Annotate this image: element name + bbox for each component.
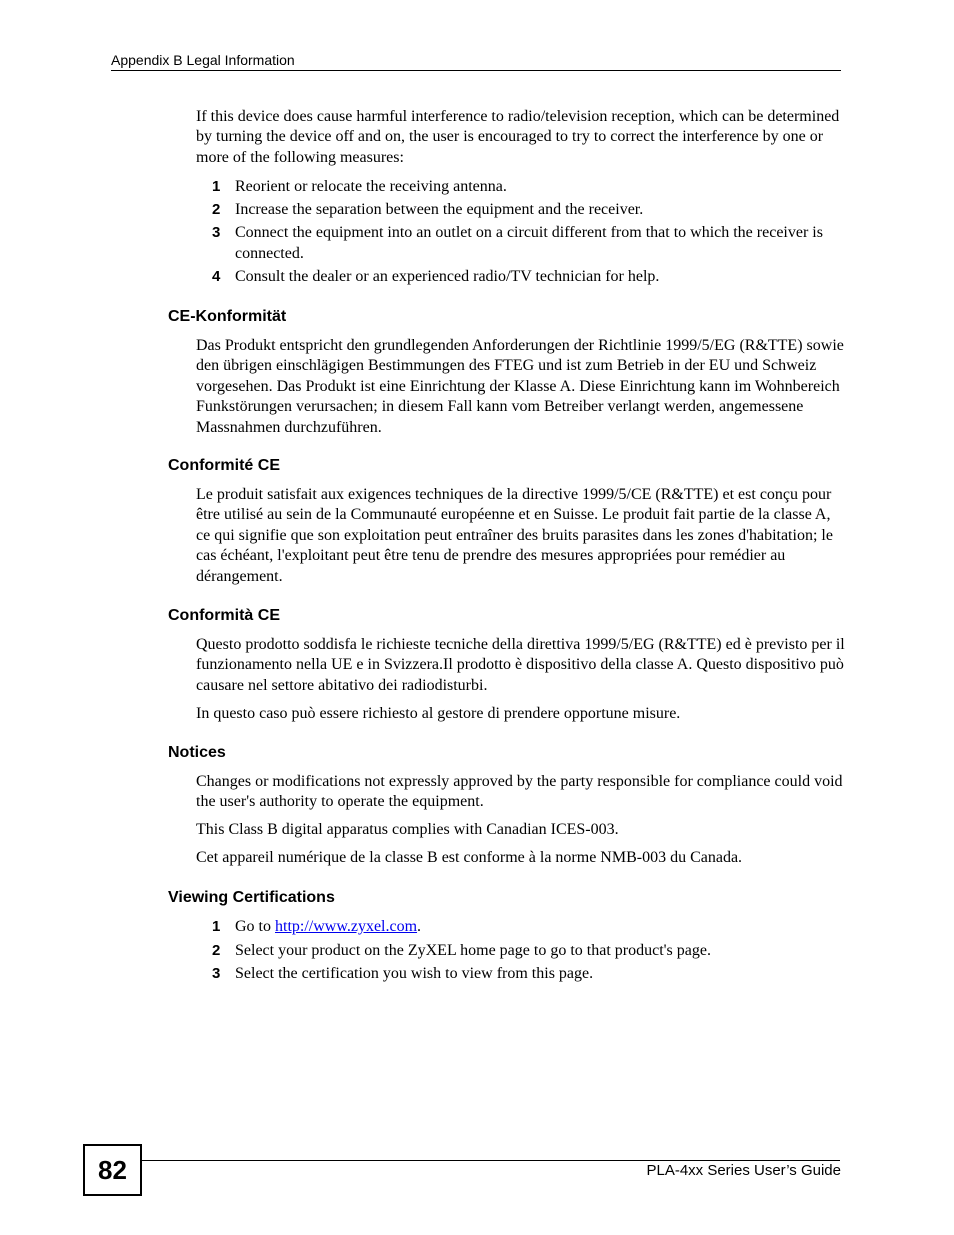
ce-it-paragraph-2: In questo caso può essere richiesto al gestore di prendere opportune misure. [196,705,681,722]
ce-de-heading: CE-Konformität [168,308,287,325]
list-item-text: Select your product on the ZyXEL home page to go to that product's page. [235,942,711,959]
list-item-number: 2 [212,942,221,959]
ce-it-heading: Conformità CE [168,607,280,624]
ce-fr-paragraph: Le produit satisfait aux exigences techniques de la directive 1999/5/CE (R&TTE) et est conçu pour être utilisé au sein de la Communauté européenne et en Suisse. Le produit fait partie de la classe A, ce qui signifie que son exploitation peut entraîner des bruits parasites dans les zones d'habitation; le cas échéant, l'exploitant peut être tenu de prendre des mesures appropriées pour remédier au dérangement. [196,486,833,585]
list-item [212,266,832,287]
zyxel-website-link[interactable]: http://www.zyxel.com [275,918,418,935]
list-item [212,916,832,937]
list-item-number: 2 [212,201,221,218]
list-item-text: Connect the equipment into an outlet on a circuit different from that to which the receiver is connected. [235,224,823,262]
list-item-number: 1 [212,178,221,195]
list-item [212,940,832,961]
certifications-heading: Viewing Certifications [168,889,335,906]
ce-de-paragraph: Das Produkt entspricht den grundlegenden Anforderungen der Richtlinie 1999/5/EG (R&TTE) sowie den übrigen einschlägigen Bestimmungen des FTEG und ist zum Betrieb in der EU und Schweiz vorgesehen. Das Produkt ist eine Einrichtung der Klasse A. Diese Einrichtung kann im Wohnbereich Funkstörungen verursachen; in diesem Fall kann vom Betreiber verlangt werden, angemessene Massnahmen durchzuführen. [196,337,844,436]
list-item-text: Increase the separation between the equipment and the receiver. [235,201,644,218]
notices-heading: Notices [168,744,226,761]
footer-divider [141,1160,840,1161]
ce-it-paragraph: Questo prodotto soddisfa le richieste tecniche della direttiva 1999/5/EG (R&TTE) ed è previsto per il funzionamento nella UE e in Svizzera.Il prodotto è dispositivo della classe A. Questo dispositivo può causare nel settore abitativo dei radiodisturbi. [196,636,845,694]
notices-paragraph: Changes or modifications not expressly approved by the party responsible for compliance could void the user's authority to operate the equipment. [196,773,843,811]
list-item [212,222,832,264]
list-item [212,963,832,984]
list-item [212,176,832,197]
page-number: 82 [83,1144,142,1196]
step-prefix: Go to [235,918,275,935]
ce-fr-heading: Conformité CE [168,457,280,474]
list-item-number: 1 [212,918,221,935]
header-title: Appendix B Legal Information [111,52,295,68]
fcc-intro-paragraph: If this device does cause harmful interference to radio/television reception, which can be determined by turning the device off and on, the user is encouraged to try to correct the interference by one or more of the following measures: [196,108,840,166]
guide-title: PLA-4xx Series User’s Guide [646,1162,841,1179]
running-header [111,52,841,71]
notices-paragraph-2: This Class B digital apparatus complies with Canadian ICES-003. [196,821,619,838]
list-item-text [235,916,832,937]
list-item [212,199,832,220]
list-item-number: 3 [212,224,221,241]
step-suffix: . [417,918,422,935]
list-item-text: Select the certification you wish to view from this page. [235,965,594,982]
list-item-text: Reorient or relocate the receiving antenna. [235,178,507,195]
list-item-number: 4 [212,268,221,285]
list-item-number: 3 [212,965,221,982]
notices-paragraph-3: Cet appareil numérique de la classe B est conforme à la norme NMB-003 du Canada. [196,849,743,866]
list-item-text: Consult the dealer or an experienced radio/TV technician for help. [235,268,660,285]
